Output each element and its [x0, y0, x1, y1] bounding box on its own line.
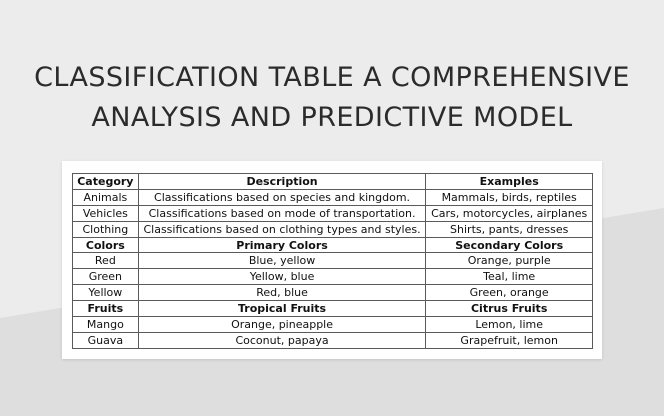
cell-examples: Orange, purple — [426, 253, 593, 269]
cell-description: Classifications based on mode of transportation. — [138, 205, 426, 221]
cell-category: Yellow — [73, 285, 139, 301]
cell-description: Coconut, papaya — [138, 332, 426, 348]
cell-description: Red, blue — [138, 285, 426, 301]
cell-category: Red — [73, 253, 139, 269]
page-title — [0, 58, 664, 138]
cell-description: Classifications based on species and kingdom. — [138, 189, 426, 205]
cell-category: Guava — [73, 332, 139, 348]
table-row — [73, 189, 593, 205]
cell-category: Colors — [73, 237, 139, 253]
title-line-1: CLASSIFICATION TABLE A COMPREHENSIVE — [34, 62, 630, 93]
table-row — [73, 285, 593, 301]
cell-description: Blue, yellow — [138, 253, 426, 269]
cell-category: Green — [73, 269, 139, 285]
cell-examples: Secondary Colors — [426, 237, 593, 253]
cell-description: Tropical Fruits — [138, 301, 426, 317]
table-header-row — [73, 174, 593, 190]
cell-examples: Citrus Fruits — [426, 301, 593, 317]
cell-examples: Shirts, pants, dresses — [426, 221, 593, 237]
cell-description: Orange, pineapple — [138, 317, 426, 333]
table-row — [73, 221, 593, 237]
cell-description: Description — [138, 174, 426, 190]
table-header-row — [73, 237, 593, 253]
table-row — [73, 269, 593, 285]
cell-description: Classifications based on clothing types and styles. — [138, 221, 426, 237]
cell-category: Fruits — [73, 301, 139, 317]
classification-table — [72, 173, 593, 349]
cell-category: Category — [73, 174, 139, 190]
table-row — [73, 253, 593, 269]
cell-examples: Lemon, lime — [426, 317, 593, 333]
table-row — [73, 332, 593, 348]
cell-category: Mango — [73, 317, 139, 333]
cell-examples: Teal, lime — [426, 269, 593, 285]
cell-examples: Green, orange — [426, 285, 593, 301]
cell-examples: Cars, motorcycles, airplanes — [426, 205, 593, 221]
table-row — [73, 205, 593, 221]
cell-category: Vehicles — [73, 205, 139, 221]
cell-description: Yellow, blue — [138, 269, 426, 285]
table-card — [62, 161, 602, 359]
table-row — [73, 317, 593, 333]
cell-examples: Grapefruit, lemon — [426, 332, 593, 348]
cell-description: Primary Colors — [138, 237, 426, 253]
table-header-row — [73, 301, 593, 317]
cell-category: Clothing — [73, 221, 139, 237]
cell-category: Animals — [73, 189, 139, 205]
cell-examples: Mammals, birds, reptiles — [426, 189, 593, 205]
cell-examples: Examples — [426, 174, 593, 190]
title-line-2: ANALYSIS AND PREDICTIVE MODEL — [91, 102, 573, 133]
